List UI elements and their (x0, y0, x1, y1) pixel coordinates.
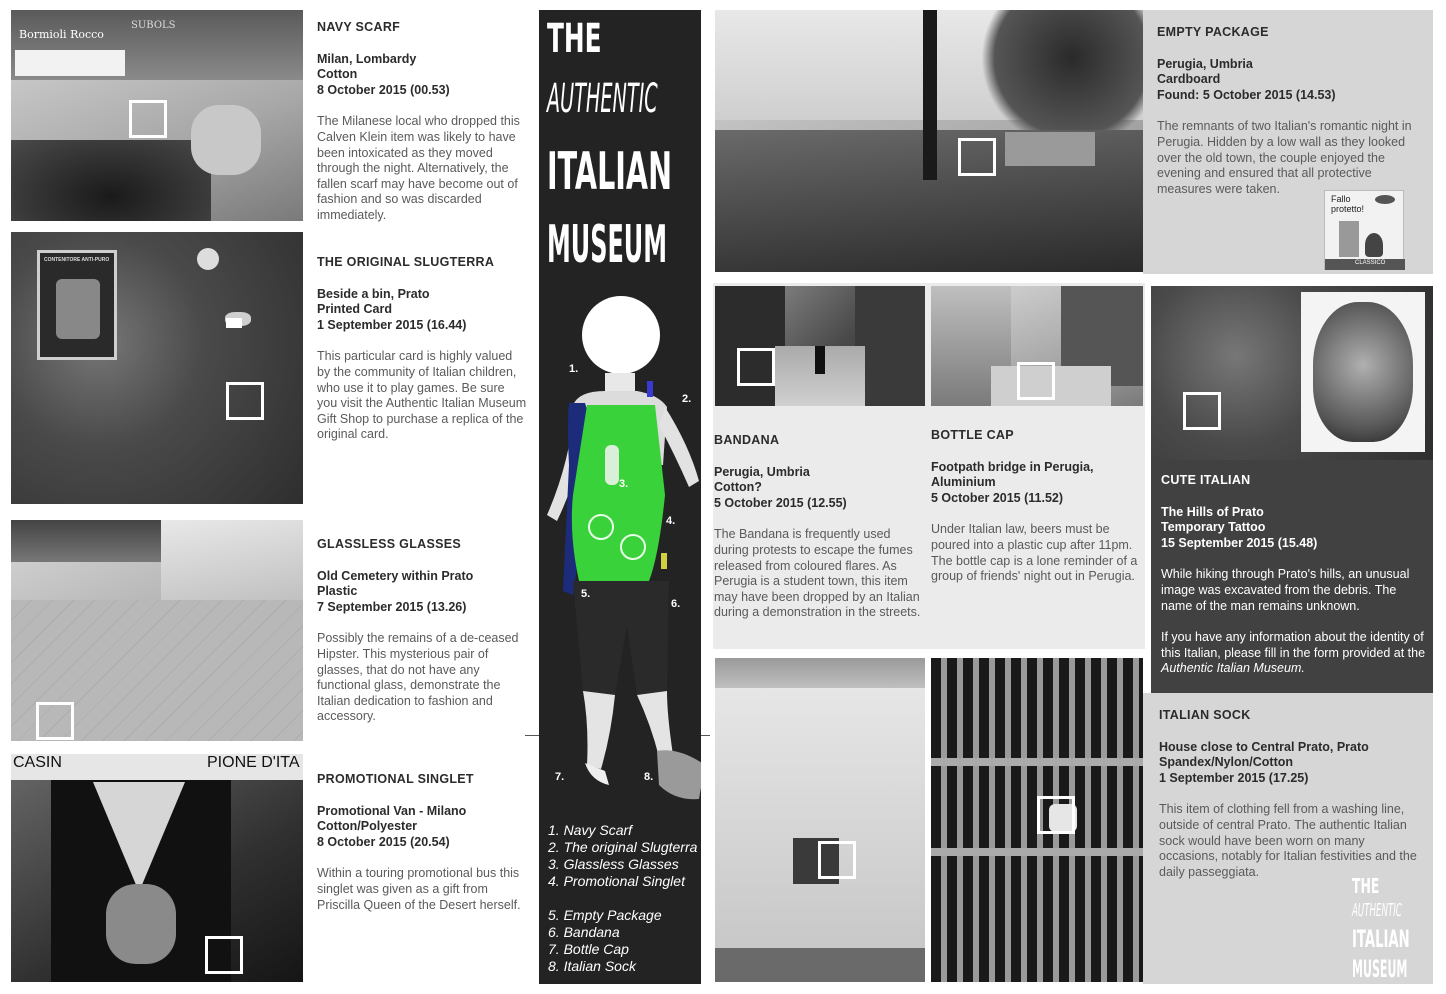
entry-meta (317, 804, 527, 851)
photo-bandana (715, 286, 925, 406)
package-sub-text: CLASSICO (1355, 260, 1386, 266)
entry-meta (1157, 57, 1429, 104)
entry-location: Old Cemetery within Prato (317, 568, 474, 583)
title-line-the: THE (547, 16, 602, 62)
entry-slugterra (317, 255, 527, 443)
find-marker (36, 702, 74, 740)
shop-sign-text: Bormioli Rocco (19, 28, 104, 41)
entry-date: 8 October 2015 (00.53) (317, 82, 450, 97)
entry-meta (317, 52, 527, 99)
entry-meta (931, 460, 1143, 507)
photo-cute-italian (1151, 286, 1433, 460)
entry-date: 15 September 2015 (15.48) (1161, 535, 1318, 550)
photo-navy-scarf (11, 10, 303, 221)
panel-cute-italian (1151, 460, 1433, 693)
entry-material: Plastic (317, 584, 358, 599)
photo-sock (931, 658, 1143, 982)
entry-date: 5 October 2015 (11.52) (931, 490, 1064, 505)
entry-location: Footpath bridge in Perugia, (931, 459, 1094, 474)
title-line-museum: MUSEUM (547, 215, 668, 275)
entry-body: The Milanese local who dropped this Calven Klein item was likely to have been intoxicated as they moved through the night. Alternatively, the fallen scarf may have become out of fashion and so was discarded immediately. (317, 114, 520, 222)
entry-heading: GLASSLESS GLASSES (317, 537, 462, 551)
figure-number-6: 6. (671, 598, 681, 610)
title-line-authentic: AUTHENTIC (547, 76, 658, 122)
legend-item: 6. Bandana (548, 924, 620, 940)
entry-material: Cotton/Polyester (317, 819, 418, 834)
entry-cute-italian (1161, 473, 1427, 677)
entry-material: Printed Card (317, 302, 393, 317)
photo-slugterra (11, 232, 303, 504)
entry-meta (317, 569, 527, 616)
entry-heading: ITALIAN SOCK (1159, 708, 1251, 722)
figure-number-4: 4. (666, 515, 676, 527)
shop-sign-text-right: SUBOLS (131, 20, 176, 31)
find-marker (1017, 362, 1055, 400)
entry-body: The remnants of two Italian's romantic night in Perugia. Hidden by a low wall as they looked over the old town, the couple enjoyed the evening and ensured that all protective measures were taken. (1157, 119, 1412, 196)
entry-location: Perugia, Umbria (714, 464, 810, 479)
corner-title-museum: MUSEUM (1352, 955, 1408, 983)
corner-title (1352, 874, 1446, 984)
legend-item: 1. Navy Scarf (548, 822, 633, 838)
find-marker (205, 936, 243, 974)
corner-title-the: THE (1352, 874, 1380, 898)
entry-body: This particular card is highly valued by the community of Italian children, who use it to play games. Be sure you visit the Authentic Italian Museum Gift Shop to purchase a replica of the original card. (317, 349, 527, 442)
photo-singlet (11, 754, 303, 982)
legend-item: 5. Empty Package (548, 907, 662, 923)
figure-number-7: 7. (555, 771, 565, 783)
figure-illustration (539, 295, 701, 815)
entry-date: 7 September 2015 (13.26) (317, 599, 467, 614)
find-marker (818, 841, 856, 879)
find-marker (1037, 796, 1075, 834)
entry-material: Cotton (317, 67, 358, 82)
photo-empty-package (715, 10, 1143, 272)
find-marker (737, 348, 775, 386)
entry-date: 1 September 2015 (17.25) (1159, 770, 1309, 785)
entry-date: 8 October 2015 (20.54) (317, 834, 450, 849)
entry-location: Milan, Lombardy (317, 51, 417, 66)
photo-glasses (11, 520, 303, 741)
entry-body: While hiking through Prato's hills, an unusual image was excavated from the debris. The name of the man remains unknown. (1161, 567, 1410, 613)
find-marker (958, 138, 996, 176)
entry-location: Beside a bin, Prato (317, 286, 430, 301)
figure-number-1: 1. (569, 363, 579, 375)
find-marker (129, 100, 167, 138)
entry-heading: NAVY SCARF (317, 20, 401, 34)
figure-number-3: 3. (619, 478, 629, 490)
title-column (539, 10, 701, 984)
entry-location: House close to Central Prato, Prato (1159, 739, 1369, 754)
entry-body: The Bandana is frequently used during protests to escape the fumes released from coloured flares. As Perugia is a student town, this item may have been dropped by an Italian during a demonstration in the streets. (714, 527, 921, 620)
entry-body: Under Italian law, beers must be poured into a plastic cup after 11pm. The bottle cap is a lone reminder of a group of friends' night out in Perugia. (931, 522, 1138, 584)
entry-location: Perugia, Umbria (1157, 56, 1253, 71)
entry-heading: EMPTY PACKAGE (1157, 25, 1269, 39)
entry-body-secondary (1161, 630, 1427, 677)
legend-item: 3. Glassless Glasses (548, 856, 679, 872)
entry-navy-scarf (317, 20, 527, 224)
entry-location: The Hills of Prato (1161, 504, 1264, 519)
figure-number-5: 5. (581, 588, 591, 600)
legend-item: 2. The original Slugterra (548, 839, 698, 855)
entry-material: Cardboard (1157, 72, 1221, 87)
photo-bottle-cap (931, 286, 1143, 406)
entry-meta (714, 465, 926, 512)
package-image (1324, 190, 1404, 270)
entry-material: Aluminium (931, 475, 996, 490)
entry-date: 1 September 2015 (16.44) (317, 317, 467, 332)
entry-sock (1159, 708, 1429, 880)
casino-sign-left: CASIN (13, 754, 62, 771)
legend-item: 8. Italian Sock (548, 958, 636, 974)
figure-number-2: 2. (682, 393, 692, 405)
find-marker (1183, 392, 1221, 430)
entry-location: Promotional Van - Milano (317, 803, 467, 818)
title-line-italian: ITALIAN (547, 142, 673, 202)
entry-heading: PROMOTIONAL SINGLET (317, 772, 474, 786)
entry-heading: THE ORIGINAL SLUGTERRA (317, 255, 495, 269)
entry-singlet (317, 772, 527, 913)
entry-heading: CUTE ITALIAN (1161, 473, 1251, 487)
corner-title-italian: ITALIAN (1352, 925, 1410, 953)
entry-empty-package (1157, 25, 1429, 197)
panel-empty-package (1143, 10, 1433, 274)
entry-heading: BANDANA (714, 433, 780, 447)
entry-body: This item of clothing fell from a washing line, outside of central Prato. The authentic Italian sock would have been worn on many occasions, notably for Italian festivities and the daily passeggiata. (1159, 802, 1417, 879)
entry-bottle-cap (931, 428, 1143, 585)
casino-sign-right: PIONE D'ITA (207, 754, 300, 771)
entry-heading: BOTTLE CAP (931, 428, 1014, 442)
card-title-text: CONTENITORE ANTI-PURO (44, 257, 110, 263)
entry-glasses (317, 537, 527, 725)
entry-material: Temporary Tattoo (1161, 520, 1266, 535)
entry-date: Found: 5 October 2015 (14.53) (1157, 87, 1336, 102)
find-marker (226, 382, 264, 420)
photo-window (715, 658, 925, 982)
entry-date: 5 October 2015 (12.55) (714, 495, 847, 510)
entry-body: Possibly the remains of a de-ceased Hipster. This mysterious pair of glasses, that do not have any functional glass, demonstrate the Italian dedication to fashion and accessory. (317, 631, 519, 724)
figure-number-8: 8. (644, 771, 654, 783)
entry-meta (317, 287, 527, 334)
entry-body: Within a touring promotional bus this singlet was given as a gift from Priscilla Queen of the Desert herself. (317, 866, 521, 912)
legend-item: 4. Promotional Singlet (548, 873, 685, 889)
legend-list (548, 822, 697, 975)
entry-body-secondary-text: If you have any information about the identity of this Italian, please fill in the form provided at the (1161, 630, 1426, 660)
package-brand-text: Fallo protetto! (1331, 194, 1365, 214)
entry-meta (1159, 740, 1429, 787)
corner-title-authentic: AUTHENTIC (1352, 900, 1402, 921)
entry-material: Spandex/Nylon/Cotton (1159, 755, 1294, 770)
legend-item: 7. Bottle Cap (548, 941, 629, 957)
entry-meta (1161, 505, 1427, 552)
entry-bandana (714, 433, 926, 621)
museum-name: Authentic Italian Museum. (1161, 661, 1305, 676)
entry-material: Cotton? (714, 480, 762, 495)
